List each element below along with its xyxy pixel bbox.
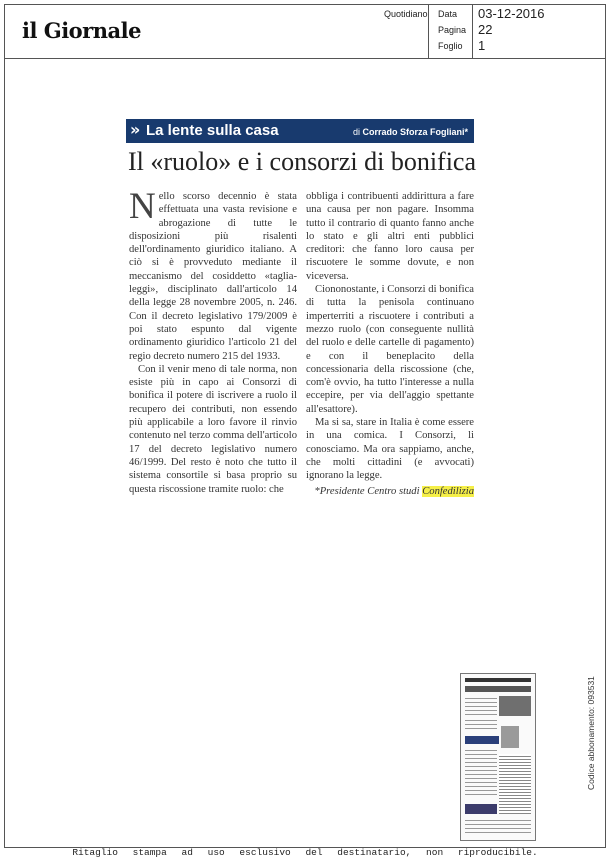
header-separator (472, 4, 473, 58)
subscription-code: Codice abbonamento: 093531 (586, 676, 596, 790)
date-label: Data (438, 9, 458, 19)
thumbnail-header (465, 678, 531, 682)
thumbnail-text-line (465, 706, 497, 707)
thumbnail-text-line (465, 750, 497, 751)
thumbnail-text-line (465, 758, 497, 759)
thumbnail-text-line (465, 820, 531, 821)
sheet-label: Foglio (438, 41, 463, 51)
thumbnail-text-line (465, 720, 497, 721)
thumbnail-text-line (465, 782, 497, 783)
thumbnail-column-band (465, 736, 499, 744)
signature-text: *Presidente Centro studi (314, 485, 420, 497)
chevron-icon: » (130, 120, 141, 139)
byline (353, 127, 468, 137)
header-divider (4, 58, 606, 59)
column-banner (126, 119, 474, 143)
paragraph: obbliga i contribuenti addirittura a fare una causa per non pagare. Insomma tutto il contrario di quanto fanno anche lo stato e gli altri enti pubblici creditori: che fanno loro causa per riscuotere le somme dovute, e non viceversa. (306, 191, 474, 282)
article-title: Il «ruolo» e i consorzi di bonifica (128, 147, 477, 176)
thumbnail-text-line (465, 778, 497, 779)
publication-type: Quotidiano (384, 9, 428, 19)
thumbnail-text-line (465, 774, 497, 775)
thumbnail-text-line (465, 790, 497, 791)
drop-cap: N (129, 186, 156, 227)
thumbnail-text-line (465, 702, 497, 703)
column-name: La lente sulla casa (146, 122, 279, 139)
article-column-right (306, 190, 474, 498)
newspaper-logo: il Giornale (22, 18, 141, 43)
footer-notice: Ritaglio stampa ad uso esclusivo del destinatario, non riproducibile. (72, 847, 538, 858)
thumbnail-ad (465, 804, 497, 814)
paragraph: Con il venir meno di tale norma, non esiste più in capo ai Consorzi di bonifica il potere di iscrivere a ruolo il recupero dei contributi, non essendo più applicabile a loro favore il rinvio contenuto nel terzo comma dell'articolo 17 del decreto legislativo numero 46/1999. Del resto è noto che tutto il sistema consortile si basa proprio su questa riscossione tramite ruolo: che (129, 363, 297, 495)
thumbnail-text-line (465, 824, 531, 825)
byline-author: Corrado Sforza Fogliani* (362, 127, 468, 137)
page-thumbnail (460, 673, 536, 841)
byline-prefix: di (352, 127, 360, 137)
article-column-left (129, 186, 297, 496)
paragraph: Ma si sa, stare in Italia è come essere in una comica. I Consorzi, li conosciamo. Ma ora sappiamo, anche, che molti cittadini (e avvocati) ignorano la legge. (306, 417, 474, 482)
thumbnail-text-line (465, 832, 531, 833)
thumbnail-text-line (465, 728, 497, 729)
thumbnail-text-line (465, 766, 497, 767)
thumbnail-text-line (465, 770, 497, 771)
thumbnail-text-line (465, 754, 497, 755)
thumbnail-text-line (465, 710, 497, 711)
date-value: 03-12-2016 (478, 6, 545, 21)
thumbnail-text-line (465, 794, 497, 795)
paragraph: Ciononostante, i Consorzi di bonifica di tutta la penisola continuano imperterriti a riscuotere i contributi a mezzo ruolo (con conseguente nullità del ruolo e delle cartelle di pagamento) e con il beneplacito della concessionaria della riscossione (che, com'è ovvio, ha tutto l'interesse a nulla eccepire, per via dell'aggio spettante all'esattore). (306, 284, 474, 415)
thumbnail-title (465, 686, 531, 692)
thumbnail-text-line (465, 724, 497, 725)
page-value: 22 (478, 22, 493, 37)
thumbnail-text-line (465, 698, 497, 699)
thumbnail-portrait (501, 726, 519, 748)
highlighted-keyword: Confedilizia (422, 485, 474, 497)
thumbnail-table (499, 754, 531, 814)
paragraph-text: ello scorso decennio è stata effettuata una vasta revisione e abrogazione di tutte le disposizioni più risalenti dell'ordinamento giuridico italiano. A ciò si è provveduto mediante il meccanismo del cosiddetto «taglia-leggi», disciplinato dall'articolo 14 della legge 28 novembre 2005, n. 246. Con il decreto legislativo 179/2009 è poi stato espunto dal vigente ordinamento giuridico l'articolo 21 del regio decreto numero 215 del 1933. (129, 191, 297, 362)
thumbnail-text-line (465, 786, 497, 787)
thumbnail-text-line (465, 714, 497, 715)
sheet-value: 1 (478, 38, 486, 53)
thumbnail-photo (499, 696, 531, 716)
paragraph (129, 186, 297, 363)
page-label: Pagina (438, 25, 467, 35)
thumbnail-text-line (465, 762, 497, 763)
author-signature (306, 485, 474, 498)
thumbnail-text-line (465, 828, 531, 829)
header-separator (428, 4, 429, 58)
